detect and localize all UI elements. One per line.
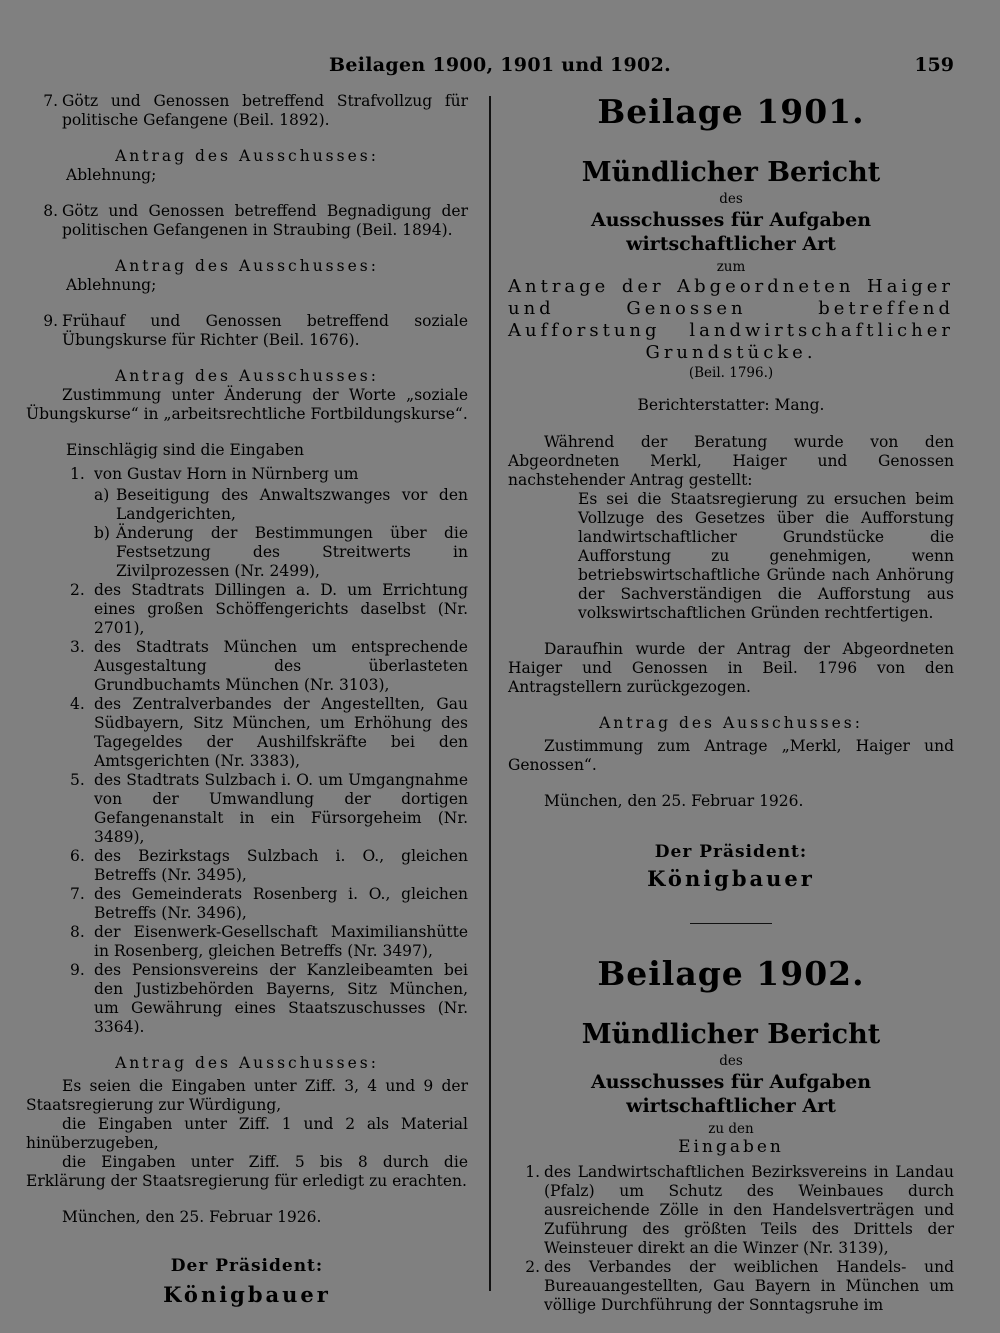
item-text: Götz und Genossen betreffend Strafvollzug für politische Gefangene (Beil. 1892). bbox=[62, 92, 468, 129]
item-number: 1. bbox=[525, 1163, 540, 1181]
eingabe-item bbox=[26, 638, 468, 695]
item-number: 5. bbox=[70, 771, 85, 789]
place-date: München, den 25. Februar 1926. bbox=[544, 792, 804, 810]
item-number: 2. bbox=[70, 581, 85, 599]
antrag-label: Antrag des Ausschusses: bbox=[115, 147, 379, 165]
rapporteur: Berichterstatter: Mang. bbox=[637, 396, 825, 414]
eingabe-item bbox=[26, 771, 468, 847]
item-text: des Gemeinderats Rosenberg i. O., gleichen Betreffs (Nr. 3496), bbox=[94, 885, 468, 922]
report-title: Mündlicher Bericht bbox=[581, 157, 881, 188]
decision-text: Zustimmung unter Änderung der Worte „soziale Übungskurse“ in „arbeitsrechtliche Fortbildungskurse“. bbox=[26, 386, 468, 423]
eingaben-heading: Eingaben bbox=[678, 1137, 784, 1157]
eingabe-item bbox=[26, 465, 468, 484]
president-name: Königbauer bbox=[647, 866, 815, 891]
beilage-1902-title: Beilage 1902. bbox=[597, 954, 865, 993]
item-text: des Stadtrats Sulzbach i. O. um Umgangnahme von der Umwandlung der dortigen Gefangenanstalt in ein Fürsorgeheim (Nr. 3489), bbox=[94, 771, 468, 846]
item-number: 7. bbox=[70, 885, 85, 903]
item-number: 2. bbox=[525, 1258, 540, 1276]
item-text: des Verbandes der weiblichen Handels- und Bureauangestellten, Gau Bayern in München um völlige Durchführung der Sonntagsruhe im bbox=[544, 1258, 954, 1314]
item-text: von Gustav Horn in Nürnberg um bbox=[94, 465, 359, 483]
item-number: 6. bbox=[70, 847, 85, 865]
antrag-label: Antrag des Ausschusses: bbox=[599, 714, 863, 732]
eingabe-item bbox=[508, 1163, 954, 1258]
page-number: 159 bbox=[914, 54, 954, 76]
eingabe-item bbox=[26, 961, 468, 1037]
eingabe-item bbox=[26, 695, 468, 771]
item-text: des Landwirtschaftlichen Bezirksvereins in Landau (Pfalz) um Schutz des Weinbaues durch ausreichende Zölle in den Handelsverträgen und Zuführung des größten Teils des Drittels der Weinsteuer direkt an die Winzer (Nr. 3139), bbox=[544, 1163, 954, 1257]
eingabe-item bbox=[26, 847, 468, 885]
zu-den-label: zu den bbox=[708, 1121, 754, 1137]
eingabe-item bbox=[508, 1258, 954, 1315]
item-text: Änderung der Bestimmungen über die Festsetzung des Streitwerts in Zivilprozessen (Nr. 2499), bbox=[116, 524, 468, 580]
sub-item bbox=[26, 486, 468, 524]
paragraph: Daraufhin wurde der Antrag der Abgeordneten Haiger und Genossen in Beil. 1796 von den Antragstellern zurückgezogen. bbox=[508, 640, 954, 696]
decision-text: Es seien die Eingaben unter Ziff. 3, 4 und 9 der Staatsregierung zur Würdigung, bbox=[26, 1077, 468, 1114]
item-text: Frühauf und Genossen betreffend soziale Übungskurse für Richter (Beil. 1676). bbox=[62, 312, 468, 349]
list-item bbox=[26, 92, 468, 130]
item-text: des Pensionsvereins der Kanzleibeamten bei den Justizbehörden Bayerns, Sitz München, um Gewährung eines Staatszuschusses (Nr. 3364). bbox=[94, 961, 468, 1036]
item-text: des Zentralverbandes der Angestellten, Gau Südbayern, Sitz München, um Erhöhung des Tagegeldes der Aushilfskräfte bei den Amtsgerichten (Nr. 3383), bbox=[94, 695, 468, 770]
beilage-ref: (Beil. 1796.) bbox=[688, 365, 774, 381]
eingabe-item bbox=[26, 923, 468, 961]
list-item bbox=[26, 312, 468, 350]
item-number: 8. bbox=[43, 202, 58, 220]
paragraph: Während der Beratung wurde von den Abgeordneten Merkl, Haiger und Genossen nachstehender Antrag gestellt: bbox=[508, 433, 954, 489]
des-label: des bbox=[719, 191, 743, 207]
eingaben-intro: Einschlägig sind die Eingaben bbox=[66, 441, 305, 459]
committee-name: Ausschusses für Aufgaben wirtschaftlicher Art bbox=[590, 209, 872, 255]
item-number: b) bbox=[94, 524, 110, 542]
president-name: Königbauer bbox=[163, 1282, 331, 1307]
quoted-motion: Es sei die Staatsregierung zu ersuchen beim Vollzuge des Gesetzes über die Aufforstung landwirtschaftlicher Grundstücke die Aufforstung zu genehmigen, wenn betriebswirtschaftliche Gründe nach Anhörung der Sachverständigen die Aufforstung aus volkswirtschaftlichen Gründen rechtfertigen. bbox=[578, 490, 954, 622]
sub-item bbox=[26, 524, 468, 581]
place-date: München, den 25. Februar 1926. bbox=[62, 1208, 322, 1226]
president-label: Der Präsident: bbox=[170, 1256, 324, 1276]
item-number: 7. bbox=[43, 92, 58, 110]
antrag-label: Antrag des Ausschusses: bbox=[115, 367, 379, 385]
committee-name: Ausschusses für Aufgaben wirtschaftlicher Art bbox=[590, 1071, 872, 1117]
left-column bbox=[26, 92, 468, 1309]
beilage-1901-title: Beilage 1901. bbox=[597, 92, 865, 131]
decision-text: Ablehnung; bbox=[66, 276, 157, 294]
item-text: des Stadtrats Dillingen a. D. um Errichtung eines großen Schöffengerichts daselbst (Nr. 2701), bbox=[94, 581, 468, 637]
item-number: 9. bbox=[70, 961, 85, 979]
decision-text: die Eingaben unter Ziff. 1 und 2 als Material hinüberzugeben, bbox=[26, 1115, 468, 1152]
president-label: Der Präsident: bbox=[654, 842, 808, 862]
decision-text: die Eingaben unter Ziff. 5 bis 8 durch die Erklärung der Staatsregierung für erledigt zu erachten. bbox=[26, 1153, 468, 1190]
item-text: Beseitigung des Anwaltszwanges vor den Landgerichten, bbox=[116, 486, 468, 523]
running-title: Beilagen 1900, 1901 und 1902. bbox=[328, 54, 672, 76]
zum-label: zum bbox=[716, 259, 746, 275]
page-header bbox=[0, 54, 1000, 80]
item-number: 9. bbox=[43, 312, 58, 330]
eingabe-item bbox=[26, 581, 468, 638]
des-label: des bbox=[719, 1053, 743, 1069]
item-text: Götz und Genossen betreffend Begnadigung der politischen Gefangenen in Straubing (Beil. 1894). bbox=[62, 202, 468, 239]
item-text: des Bezirkstags Sulzbach i. O., gleichen Betreffs (Nr. 3495), bbox=[94, 847, 468, 884]
list-item bbox=[26, 202, 468, 240]
item-number: 3. bbox=[70, 638, 85, 656]
item-text: des Stadtrats München um entsprechende Ausgestaltung des überlasteten Grundbuchamts München (Nr. 3103), bbox=[94, 638, 468, 694]
column-divider bbox=[489, 96, 491, 1291]
item-number: 8. bbox=[70, 923, 85, 941]
item-number: a) bbox=[94, 486, 110, 504]
right-column bbox=[508, 92, 954, 1315]
antrag-label: Antrag des Ausschusses: bbox=[115, 1054, 379, 1072]
antrag-label: Antrag des Ausschusses: bbox=[115, 257, 379, 275]
motion-title: Antrage der Abgeordneten Haiger und Genossen betreffend Aufforstung landwirtschaftlicher Grundstücke. bbox=[508, 276, 954, 363]
decision-text: Zustimmung zum Antrage „Merkl, Haiger und Genossen“. bbox=[508, 737, 954, 774]
item-text: der Eisenwerk-Gesellschaft Maximilianshütte in Rosenberg, gleichen Betreffs (Nr. 3497), bbox=[94, 923, 468, 960]
item-number: 1. bbox=[70, 465, 85, 483]
decision-text: Ablehnung; bbox=[66, 166, 157, 184]
eingabe-item bbox=[26, 885, 468, 923]
report-title: Mündlicher Bericht bbox=[581, 1019, 881, 1050]
item-number: 4. bbox=[70, 695, 85, 713]
